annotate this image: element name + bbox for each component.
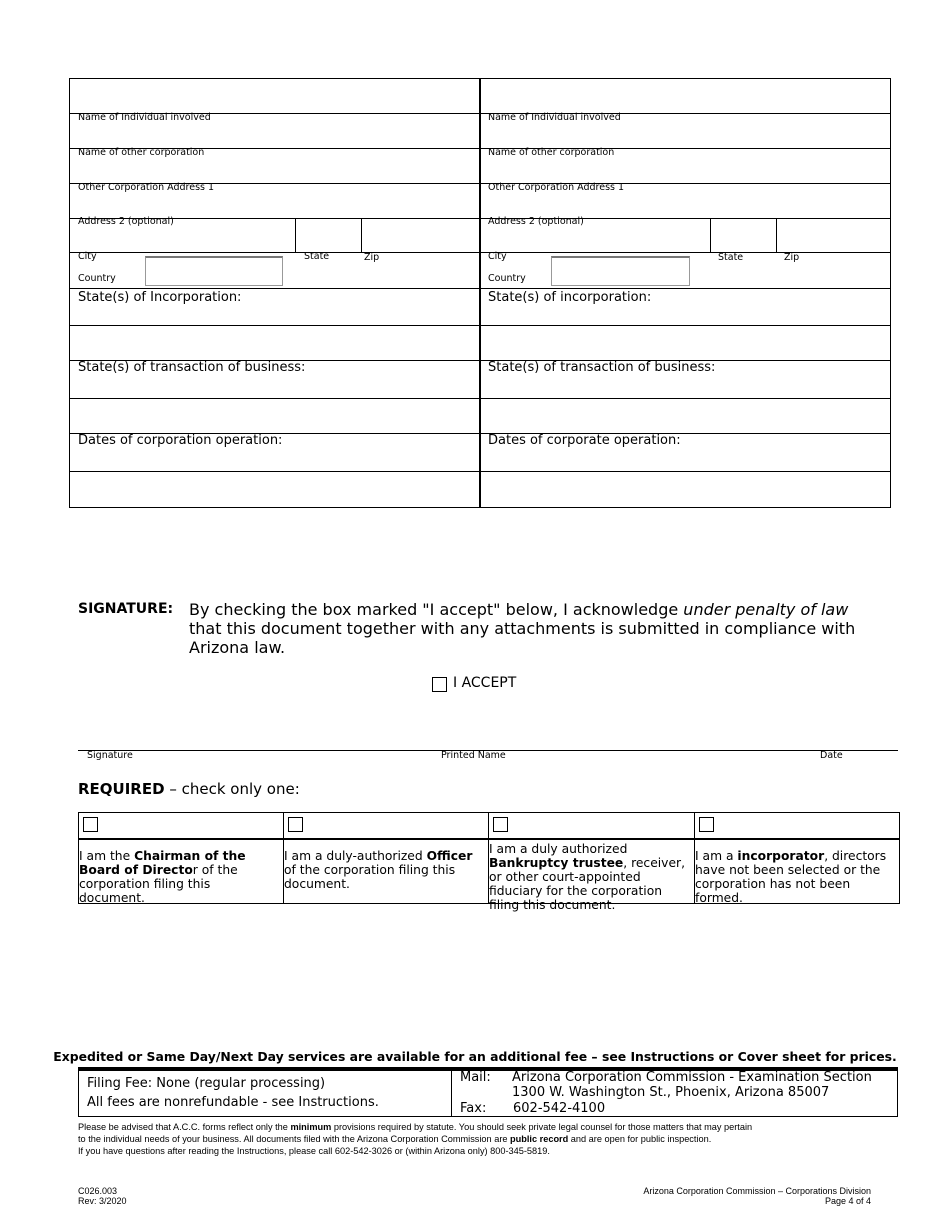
filing-fee-text: Filing Fee: None (regular processing) xyxy=(87,1076,326,1091)
chairman-option-text: I am the Chairman of the Board of Director of the corporation filing this document. xyxy=(79,849,246,905)
signature-label: Signature xyxy=(87,750,133,761)
signature-text-1: By checking the box marked "I accept" below, I acknowledge xyxy=(189,600,684,619)
right-country-label: Country xyxy=(488,273,526,284)
mail-line-1: Arizona Corporation Commission - Examination Section xyxy=(512,1070,872,1085)
required-sub: – check only one: xyxy=(164,780,300,798)
required-heading xyxy=(78,780,300,798)
left-address1-label: Other Corporation Address 1 xyxy=(78,182,215,193)
left-zip-label: Zip xyxy=(364,252,380,263)
right-states-incorporation-label: State(s) of incorporation: xyxy=(488,290,652,305)
legal-notice: Please be advised that A.C.C. forms reflect only the minimum provisions required by statute. You should seek private legal counsel for those matters that may pertain to the individual needs of your business. All documents filed with the Arizona Corporation Commission are public record and are open for public inspection. If you have questions after reading the Instructions, please call 602-542-3026 or (within Arizona only) 800-345-5819. xyxy=(78,1122,753,1156)
right-name-individual-label: Name of Individual involved xyxy=(488,112,621,123)
chairman-checkbox[interactable] xyxy=(83,817,98,832)
signature-text-italic: under penalty of law xyxy=(683,600,849,619)
nonrefundable-text: All fees are nonrefundable - see Instructions. xyxy=(87,1095,379,1110)
left-state-label: State xyxy=(304,251,330,262)
right-name-other-corp-label: Name of other corporation xyxy=(488,147,615,158)
trustee-option-text: I am a duly authorized Bankruptcy trustee, receiver, or other court-appointed fiduciary for the corporation filing this document. xyxy=(489,842,685,912)
required-bold: REQUIRED xyxy=(78,780,165,798)
officer-checkbox[interactable] xyxy=(288,817,303,832)
right-address2-label: Address 2 (optional) xyxy=(488,216,584,227)
left-city-label: City xyxy=(78,251,97,262)
right-states-transaction-label: State(s) of transaction of business: xyxy=(488,360,716,375)
right-country-input[interactable] xyxy=(551,256,690,286)
left-address2-label: Address 2 (optional) xyxy=(78,216,174,227)
page-number: Page 4 of 4 xyxy=(824,1196,871,1206)
agency-name: Arizona Corporation Commission – Corporations Division xyxy=(643,1186,871,1196)
date-label: Date xyxy=(820,750,843,761)
signature-statement xyxy=(189,600,879,657)
left-country-label: Country xyxy=(78,273,116,284)
incorporator-option-text: I am a incorporator, directors have not been selected or the corporation has not been formed. xyxy=(695,849,887,905)
left-states-incorporation-label: State(s) of Incorporation: xyxy=(78,290,242,305)
fax-label: Fax: xyxy=(460,1101,487,1116)
form-code: C026.003 xyxy=(78,1186,118,1196)
incorporator-checkbox[interactable] xyxy=(699,817,714,832)
fax-number: 602-542-4100 xyxy=(513,1101,606,1116)
right-zip-label: Zip xyxy=(784,252,800,263)
form-rev: Rev: 3/2020 xyxy=(78,1196,127,1206)
mail-line-2: 1300 W. Washington St., Phoenix, Arizona 85007 xyxy=(512,1085,830,1100)
right-state-label: State xyxy=(718,252,744,263)
trustee-checkbox[interactable] xyxy=(493,817,508,832)
accept-checkbox[interactable] xyxy=(432,677,447,692)
officer-option-text: I am a duly-authorized Officer of the corporation filing this document. xyxy=(284,849,473,891)
right-dates-operation-label: Dates of corporate operation: xyxy=(488,433,681,448)
left-dates-operation-label: Dates of corporation operation: xyxy=(78,433,283,448)
right-city-label: City xyxy=(488,251,507,262)
right-address1-label: Other Corporation Address 1 xyxy=(488,182,625,193)
left-country-input[interactable] xyxy=(145,256,283,286)
mail-label: Mail: xyxy=(460,1070,491,1085)
left-name-individual-label: Name of Individual involved xyxy=(78,112,211,123)
expedited-notice: Expedited or Same Day/Next Day services are available for an additional fee – see Instructions or Cover sheet for prices. xyxy=(53,1049,897,1064)
left-name-other-corp-label: Name of other corporation xyxy=(78,147,205,158)
signature-heading: SIGNATURE: xyxy=(78,601,174,617)
left-states-transaction-label: State(s) of transaction of business: xyxy=(78,360,306,375)
accept-label: I ACCEPT xyxy=(453,675,517,691)
signature-text-2: that this document together with any attachments is submitted in compliance with Arizona law. xyxy=(189,619,856,657)
printed-name-label: Printed Name xyxy=(441,750,506,761)
